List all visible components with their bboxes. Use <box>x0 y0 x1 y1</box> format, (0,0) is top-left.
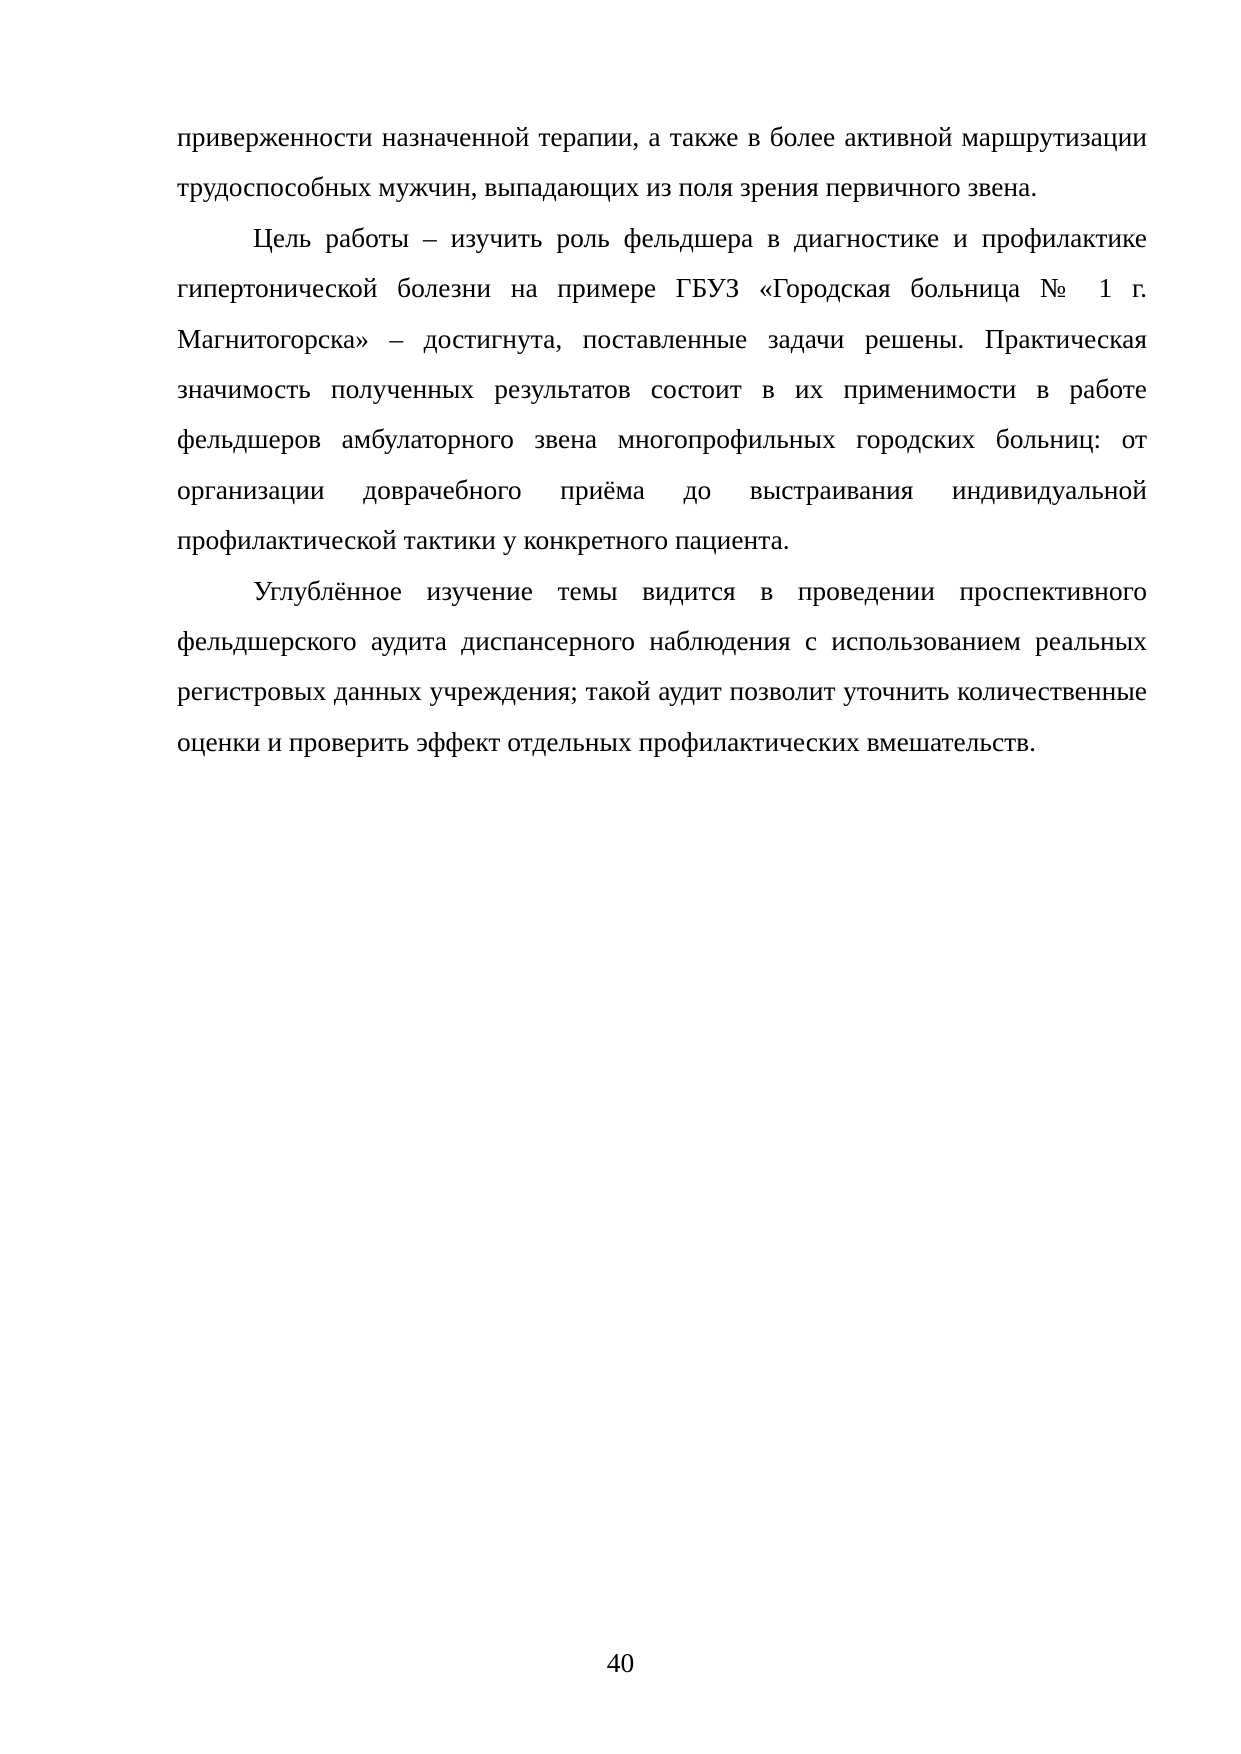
paragraph-goal: Цель работы – изучить роль фельдшера в диагностике и профилактике гипертонической болезни на примере ГБУЗ «Городская больница № 1 г. Магнитогорска» – достигнута, поставленные задачи решены. Практическая значимость полученных результатов состоит в их применимости в работе фельдшеров амбулаторного звена многопрофильных городских больниц: от организации доврачебного приёма до выстраивания индивидуальной профилактической тактики у конкретного пациента. <box>177 221 1147 556</box>
paragraph-further-study: Углублённое изучение темы видится в проведении проспективного фельдшерского аудита диспансерного наблюдения с использованием реальных регистровых данных учреждения; такой аудит позволит уточнить количественные оценки и проверить эффект отдельных профилактических вмешательств. <box>177 574 1147 757</box>
page-number: 40 <box>606 1647 635 1678</box>
paragraph-continuation: приверженности назначенной терапии, а также в более активной маршрутизации трудоспособных мужчин, выпадающих из поля зрения первичного звена. <box>177 121 1147 203</box>
body-text <box>177 112 1147 767</box>
